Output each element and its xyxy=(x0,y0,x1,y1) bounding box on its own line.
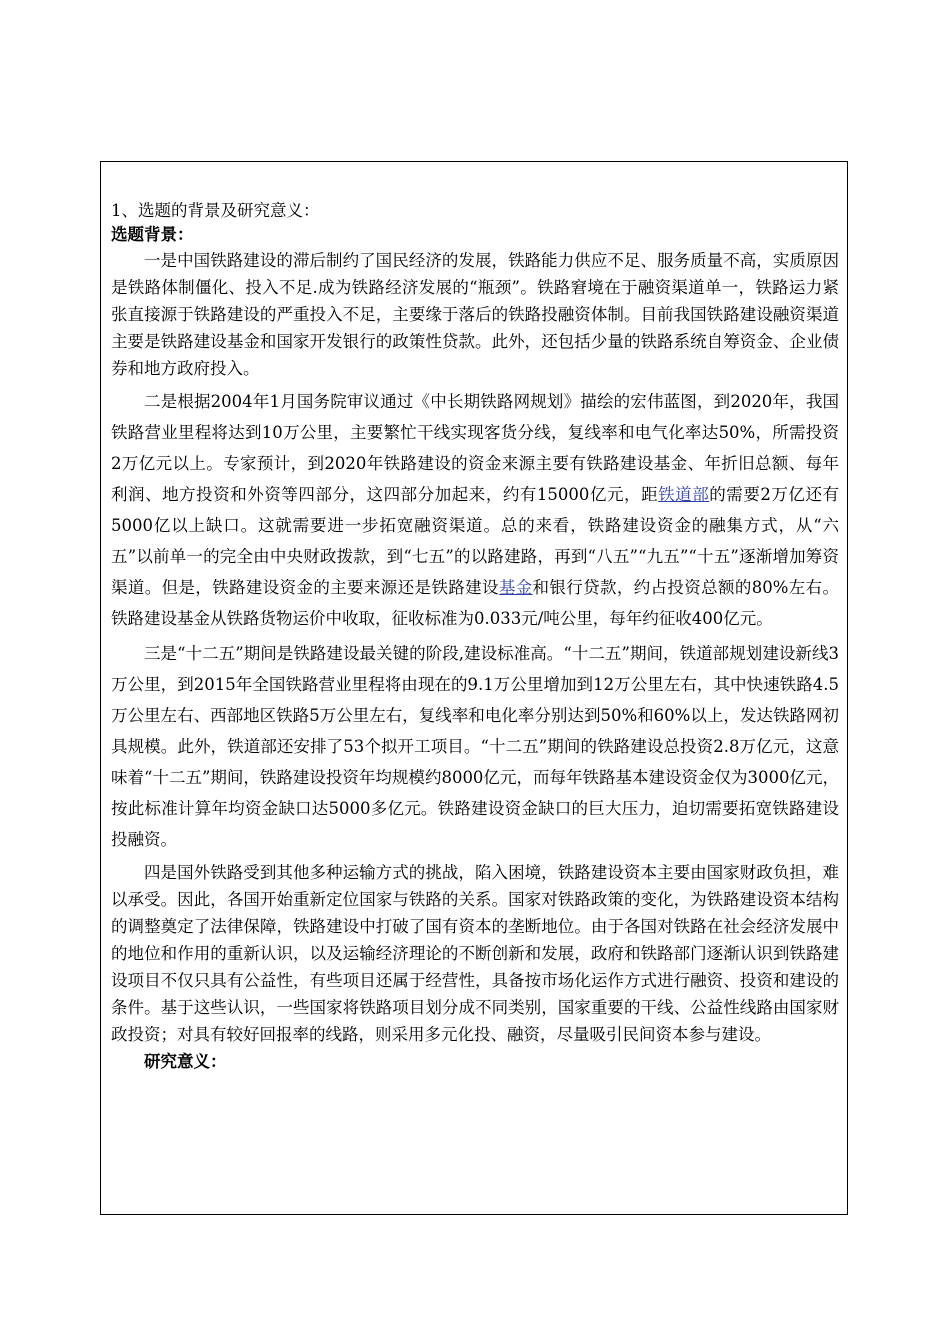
section-heading: 1、选题的背景及研究意义： xyxy=(111,201,320,220)
paragraph-4: 四是国外铁路受到其他多种运输方式的挑战，陷入困境，铁路建设资本主要由国家财政负担，难以承受。因此，各国开始重新定位国家与铁路的关系。国家对铁路政策的变化，为铁路建设资本结构的调整奠定了法律保障，铁路建设中打破了国有资本的垄断地位。由于各国对铁路在社会经济发展中的地位和作用的重新认识，以及运输经济理论的不断创新和发展，政府和铁路部门逐渐认识到铁路建设项目不仅只具有公益性，有些项目还属于经营性，具备按市场化运作方式进行融资、投资和建设的条件。基于这些认识，一些国家将铁路项目划分成不同类别，国家重要的干线、公益性线路由国家财政投资；对具有较好回报率的线路，则采用多元化投、融资，尽量吸引民间资本参与建设。 xyxy=(111,863,839,1044)
document-table-frame xyxy=(100,161,848,1215)
paragraph-3: 三是“十二五”期间是铁路建设最关键的阶段,建设标准高。“十二五”期间，铁道部规划建设新线3万公里，到2015年全国铁路营业里程将由现在的9.1万公里增加到12万公里左右，其中快速铁路4.5万公里左右、西部地区铁路5万公里左右，复线率和电化率分别达到50%和60%以上，发达铁路网初具规模。此外，铁道部还安排了53个拟开工项目。“十二五”期间的铁路建设总投资2.8万亿元，这意味着“十二五”期间，铁路建设投资年均规模约8000亿元，而每年铁路基本建设资金仅为3000亿元，按此标准计算年均资金缺口达5000多亿元。铁路建设资金缺口的巨大压力，迫切需要拓宽铁路建设投融资。 xyxy=(111,644,839,849)
paragraph-2-text-c: 和银行贷款，约占投资总额的80%左右。铁路建设基金从铁路货物运价中收取，征收标准为0.033元/吨公里，每年约征收400亿元。 xyxy=(111,578,840,628)
paragraph-1: 一是中国铁路建设的滞后制约了国民经济的发展，铁路能力供应不足、服务质量不高，实质原因是铁路体制僵化、投入不足.成为铁路经济发展的“瓶颈”。铁路窘境在于融资渠道单一，铁路运力紧张直接源于铁路建设的严重投入不足，主要缘于落后的铁路投融资体制。目前我国铁路建设融资渠道主要是铁路建设基金和国家开发银行的政策性贷款。此外，还包括少量的铁路系统自筹资金、企业债券和地方政府投入。 xyxy=(111,251,839,378)
link-jijin[interactable]: 基金 xyxy=(498,578,533,597)
section-content xyxy=(111,199,839,1076)
paragraph-2-text-a: 二是根据2004年1月国务院审议通过《中长期铁路网规划》描绘的宏伟蓝图，到2020年，我国铁路营业里程将达到10万公里，主要繁忙干线实现客货分线，复线率和电气化率达50%，所需投资2万亿元以上。专家预计，到2020年铁路建设的资金来源主要有铁路建设基金、年折旧总额、每年利润、地方投资和外资等四部分，这四部分加起来，约有15000亿元，距 xyxy=(111,392,839,504)
paragraph-2 xyxy=(111,386,839,634)
background-heading: 选题背景： xyxy=(111,225,194,244)
paragraph-2-text-b: 的需要2万亿还有5000亿以上缺口。这就需要进一步拓宽融资渠道。总的来看，铁路建设资金的融集方式，从“六五”以前单一的完全由中央财政拨款，到“七五”的以路建路，再到“八五”“九五”“十五”逐渐增加筹资渠道。但是，铁路建设资金的主要来源还是铁路建设 xyxy=(111,485,840,597)
link-tiedaobu[interactable]: 铁道部 xyxy=(658,485,710,504)
significance-heading: 研究意义： xyxy=(144,1052,227,1071)
